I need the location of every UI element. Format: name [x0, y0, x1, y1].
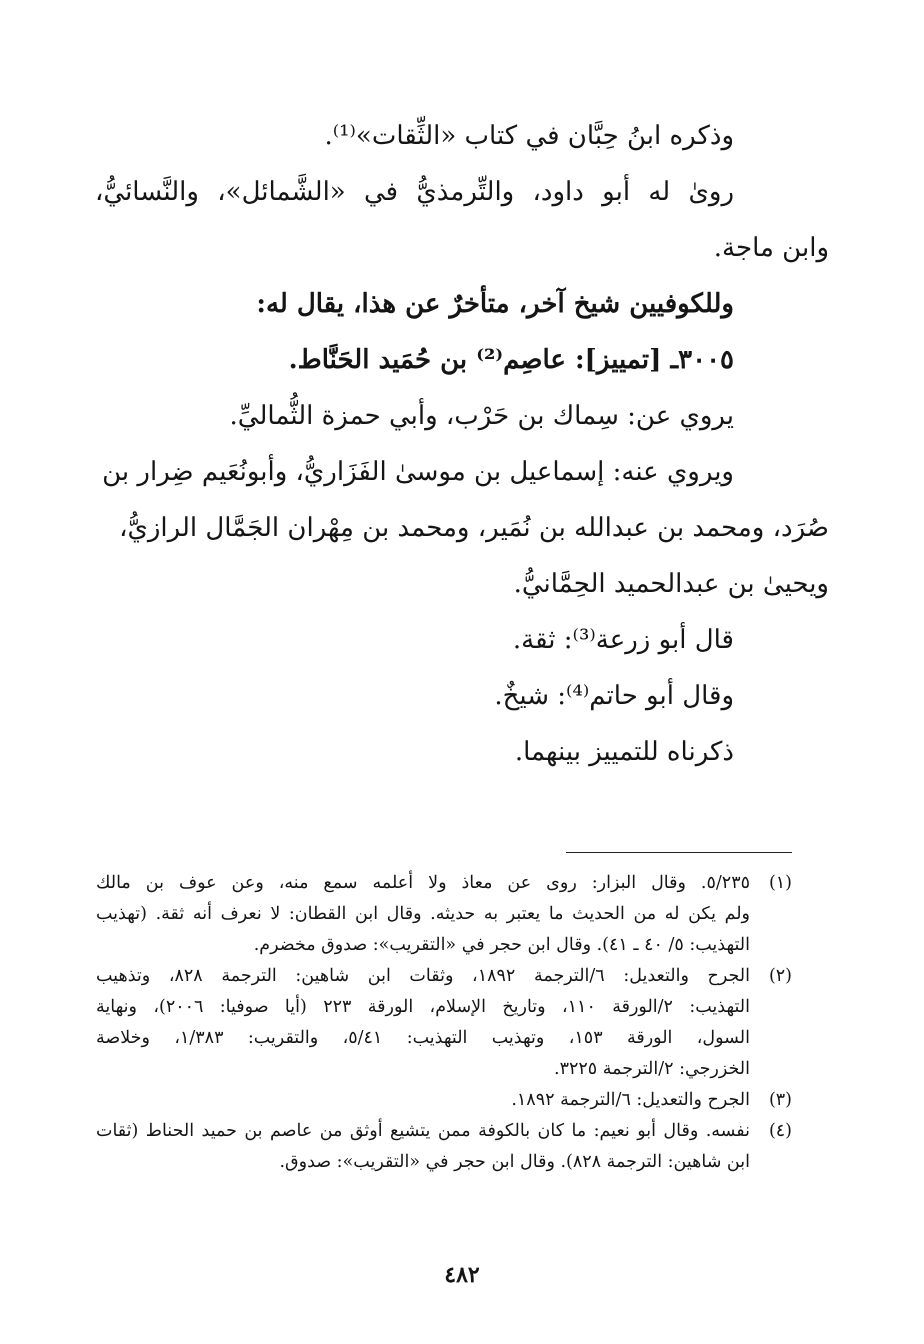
paragraph-narrators [95, 164, 829, 276]
footnote-line: الخزرجي: ٢/الترجمة ٣٢٢٥. [554, 1059, 750, 1079]
paragraph-narrated-by [0, 444, 829, 612]
footnote-line: ولم يكن له من الحديث ما يعتبر به حديثه. وقال ابن القطان: لا نعرف أنه ثقة. (تهذيب [96, 904, 750, 924]
text-line: صُرَد، ومحمد بن عبدالله بن نُمَير، ومحمد بن مِهْران الجَمَّال الرازيُّ، [119, 513, 829, 543]
paragraph-distinction [95, 724, 734, 780]
paragraph-abu-zurah [95, 612, 734, 668]
text-line: ويحيىٰ بن عبدالحميد الحِمَّانيُّ. [513, 569, 829, 599]
text-line: ويروي عنه: إسماعيل بن موسىٰ الفَزَاريُّ، وأبونُعَيم ضِرار بن [102, 457, 734, 487]
entry-title: ٣٠٠٥ـ [تمييز]: عاصِم⁽²⁾ بن حُمَيد الحَنَّاط. [288, 345, 734, 375]
footnote-number: (٤) [768, 1121, 792, 1141]
text-line: ذكرناه للتمييز بينهما. [514, 737, 734, 767]
text-line: وابن ماجة. [713, 233, 829, 263]
footnote-line: ابن شاهين: الترجمة ٨٢٨). وقال ابن حجر في «التقريب»: صدوق. [279, 1152, 750, 1172]
footnote-1 [96, 868, 792, 961]
paragraph-ibn-hibban [95, 108, 734, 164]
main-text [95, 108, 829, 780]
footnote-2 [96, 961, 792, 1085]
text-line: يروي عن: سِماك بن حَرْب، وأبي حمزة الثُّماليِّ. [229, 401, 734, 431]
footnote-line: ٥/٢٣٥. وقال البزار: روى عن معاذ ولا أعلمه سمع منه، وعن عوف بن مالك [96, 873, 750, 893]
footnote-line: التهذيب: ٢/الورقة ١١٠، وتاريخ الإسلام، الورقة ٢٢٣ (أيا صوفيا: ٢٠٠٦)، ونهاية [96, 997, 750, 1017]
footnote-line: التهذيب: ٥/ ٤٠ ـ ٤١). وقال ابن حجر في «التقريب»: صدوق مخضرم. [253, 935, 750, 955]
footnote-3 [96, 1085, 792, 1116]
paragraph-narrates-from [95, 388, 734, 444]
footnote-line: الجرح والتعديل: ٦/الترجمة ١٨٩٢، وثقات ابن شاهين: الترجمة ٨٢٨، وتذهيب [96, 966, 750, 986]
footnote-line: نفسه. وقال أبو نعيم: ما كان بالكوفة ممن يتشيع أوثق من عاصم بن حميد الحناط (ثقات [96, 1121, 750, 1141]
entry-heading [95, 332, 734, 388]
footnote-divider [566, 852, 792, 853]
text-line: وذكره ابنُ حِبَّان في كتاب «الثِّقات»⁽¹⁾. [324, 121, 734, 151]
footnote-number: (١) [768, 873, 792, 893]
footnote-number: (٣) [768, 1090, 792, 1110]
text-line: وللكوفيين شيخ آخر، متأخرٌ عن هذا، يقال له: [256, 289, 734, 319]
footnote-number: (٢) [768, 966, 792, 986]
footnotes [96, 868, 792, 1178]
text-line: روىٰ له أبو داود، والتِّرمذيُّ في «الشَّمائل»، والنَّسائيُّ، [95, 177, 734, 207]
text-line: قال أبو زرعة⁽³⁾: ثقة. [512, 625, 734, 655]
page-number: ٤٨٢ [444, 1262, 480, 1288]
footnote-4 [96, 1116, 792, 1178]
footnote-line: السول، الورقة ١٥٣، وتهذيب التهذيب: ٥/٤١، والتقريب: ١/٣٨٣، وخلاصة [96, 1028, 750, 1048]
text-line: وقال أبو حاتم⁽⁴⁾: شيخٌ. [494, 681, 734, 711]
paragraph-kufan-sheikh [95, 276, 734, 332]
footnote-line: الجرح والتعديل: ٦/الترجمة ١٨٩٢. [511, 1090, 750, 1110]
paragraph-abu-hatim [95, 668, 734, 724]
